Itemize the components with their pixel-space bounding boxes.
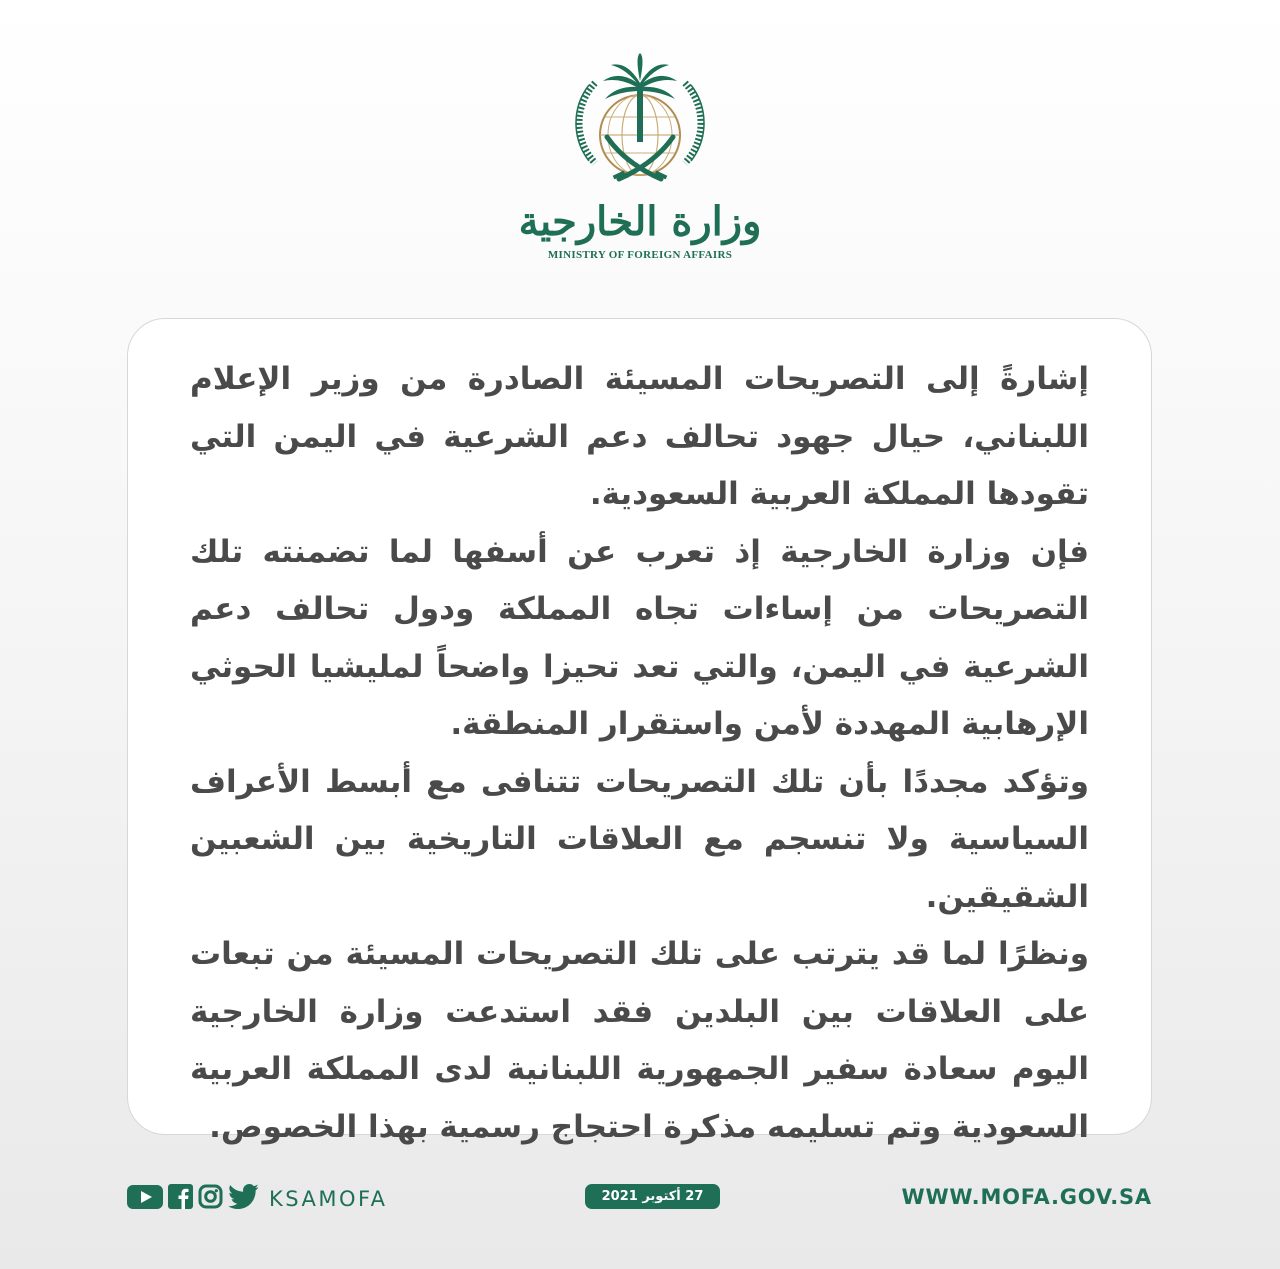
facebook-icon[interactable]: [168, 1184, 193, 1213]
twitter-icon[interactable]: [228, 1184, 258, 1213]
social-handle[interactable]: KSAMOFA: [269, 1186, 388, 1211]
statement-paragraph-1: إشارةً إلى التصريحات المسيئة الصادرة من وزير الإعلام اللبناني، حيال جهود تحالف دعم الشرعية في اليمن التي تقودها المملكة العربية السعودية.: [190, 361, 1089, 512]
ministry-logo: [0, 45, 1280, 261]
instagram-icon[interactable]: [198, 1184, 223, 1213]
statement-paragraph-3: وتؤكد مجددًا بأن تلك التصريحات تتنافى مع أبسط الأعراف السياسية ولا تنسجم مع العلاقات التاريخية بين الشعبين الشقيقين.: [190, 763, 1089, 915]
saudi-emblem-icon: [555, 45, 725, 195]
social-links: [127, 1184, 388, 1213]
youtube-icon[interactable]: [127, 1185, 163, 1213]
statement-card: [127, 318, 1152, 1145]
date-badge: 27 أكتوبر 2021: [585, 1184, 720, 1209]
website-link[interactable]: WWW.MOFA.GOV.SA: [901, 1185, 1152, 1209]
ministry-name-english: MINISTRY OF FOREIGN AFFAIRS: [547, 249, 733, 261]
statement-paragraph-4: ونظرًا لما قد يترتب على تلك التصريحات المسيئة من تبعات على العلاقات بين البلدين فقد استدعت وزارة الخارجية اليوم سعادة سفير الجمهورية اللبنانية لدى المملكة العربية السعودية وتم تسليمه مذكرة احتجاج رسمية بهذا الخصوص.: [190, 936, 1089, 1145]
footer: [127, 1180, 1152, 1216]
ministry-name-arabic: وزارة الخارجية: [518, 198, 762, 245]
statement-paragraph-2: فإن وزارة الخارجية إذ تعرب عن أسفها لما تضمنته تلك التصريحات من إساءات تجاه المملكة ودول تحالف دعم الشرعية في اليمن، والتي تعد تحيزا واضحاً لمليشيا الحوثي الإرهابية المهددة لأمن واستقرار المنطقة.: [190, 533, 1089, 742]
